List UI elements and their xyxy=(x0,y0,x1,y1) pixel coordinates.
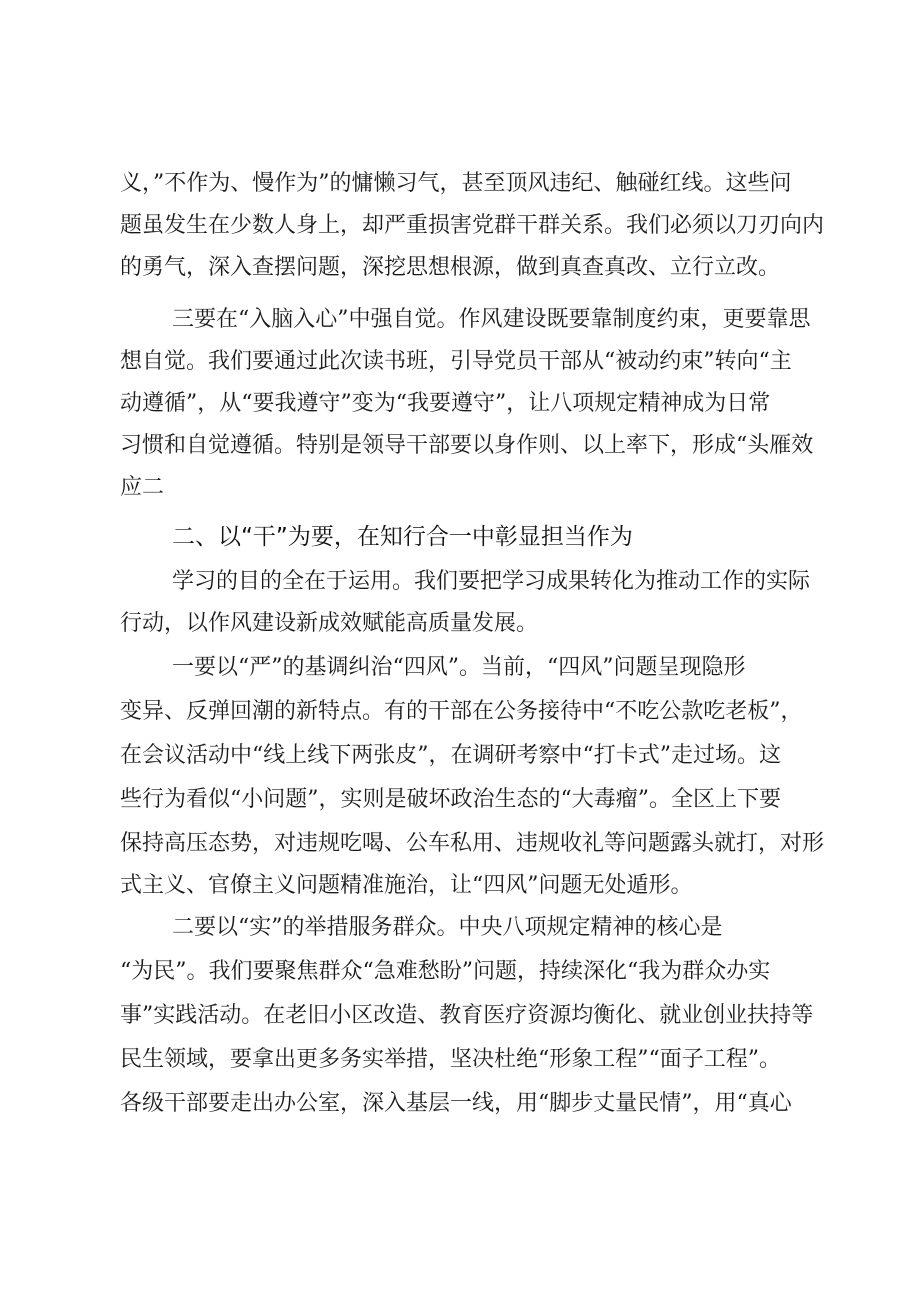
text-line: 式主义、官僚主义问题精准施治，让“四风”问题无处遁形。 xyxy=(120,873,693,898)
text-line: 事”实践活动。在老旧小区改造、教育医疗资源均衡化、就业创业扶持等 xyxy=(120,1003,814,1028)
text-line: 学习的目的全在于运用。我们要把学习成果转化为推动工作的实际 xyxy=(172,569,811,594)
text-line: 民生领域，要拿出更多务实举措，坚决杜绝“形象工程”“面子工程”。 xyxy=(120,1047,781,1072)
text-line: 行动，以作风建设新成效赋能高质量发展。 xyxy=(120,611,539,636)
text-line: 些行为看似“小问题”，实则是破坏政治生态的“大毒瘤”。全区上下要 xyxy=(120,787,781,812)
section-heading: 二、以“干”为要，在知行合一中彰显担当作为 xyxy=(172,524,633,550)
text-line: 想自觉。我们要通过此次读书班，引导党员干部从“被动约束”转向“主 xyxy=(120,349,792,374)
text-line: 各级干部要走出办公室，深入基层一线，用“脚步丈量民情”，用“真心 xyxy=(120,1091,792,1116)
text-line: 保持高压态势，对违规吃喝、公车私用、违规收礼等问题露头就打，对形 xyxy=(120,831,825,856)
text-line: 动遵循”，从“要我遵守”变为“我要遵守”，让八项规定精神成为日常 xyxy=(120,391,771,416)
text-line: 三要在“入脑入心”中强自觉。作风建设既要靠制度约束，更要靠思 xyxy=(172,307,811,332)
text-line: “为民”。我们要聚焦群众“急难愁盼”问题，持续深化“我为群众办实 xyxy=(120,959,771,984)
text-line: 应二 xyxy=(120,475,165,500)
text-line: 一要以“严”的基调纠治“四风”。当前，“四风”问题呈现隐形 xyxy=(172,655,746,680)
text-line: 习惯和自觉遵循。特别是领导干部要以身作则、以上率下，形成“头雁效 xyxy=(120,433,814,458)
text-line: 题虽发生在少数人身上，却严重损害党群干群关系。我们必须以刀刃向内 xyxy=(120,213,825,238)
text-line: 在会议活动中“线上线下两张皮”，在调研考察中“打卡式”走过场。这 xyxy=(120,743,781,768)
text-line: 义，”不作为、慢作为”的慵懒习气，甚至顶风违纪、触碰红线。这些问 xyxy=(120,171,792,196)
text-line: 二要以“实”的举措服务群众。中央八项规定精神的核心是 xyxy=(172,915,723,940)
text-line: 变异、反弹回潮的新特点。有的干部在公务接待中“不吃公款吃老板”， xyxy=(120,699,803,724)
text-line: 的勇气，深入查摆问题，深挖思想根源，做到真查真改、立行立改。 xyxy=(120,255,781,280)
